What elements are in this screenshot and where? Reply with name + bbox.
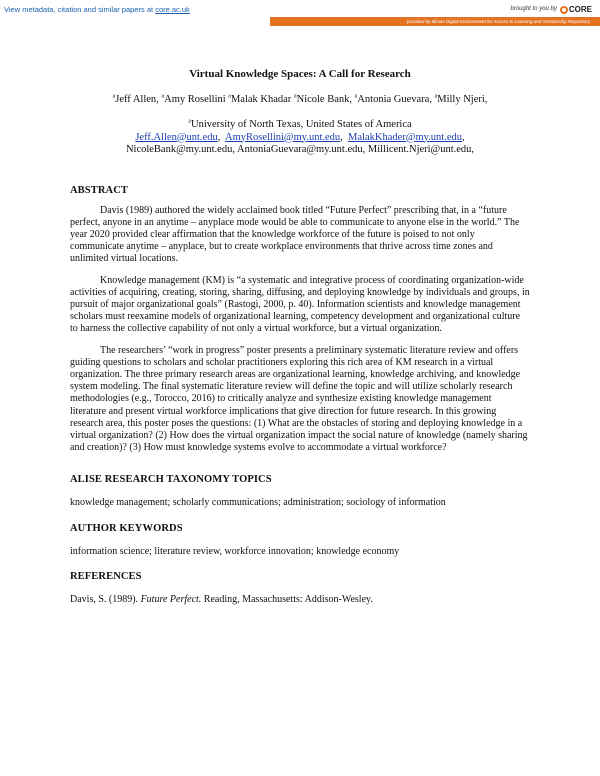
core-brand[interactable] [511, 3, 593, 16]
author [161, 94, 228, 105]
core-logo-text: CORE [568, 5, 592, 14]
keywords-text: information science; literature review, workforce innovation; knowledge economy [70, 545, 400, 557]
core-logo-icon [560, 6, 568, 14]
author-name: Jeff Allen, [115, 94, 162, 105]
paper-page [70, 68, 530, 606]
references-heading: REFERENCES [70, 570, 142, 582]
email-link[interactable]: AmyRosellini@my.unt.edu [225, 131, 341, 143]
author-affil-sup: a [293, 93, 297, 100]
keywords-heading: AUTHOR KEYWORDS [70, 522, 183, 534]
email-link[interactable]: MalakKhader@my.unt.edu [348, 131, 463, 143]
core-logo [560, 3, 592, 16]
author [355, 94, 435, 105]
reference-item [70, 594, 530, 606]
paper-title: Virtual Knowledge Spaces: A Call for Research [189, 68, 411, 80]
core-metadata-link[interactable] [0, 3, 194, 16]
ref-title: Future Perfect. [140, 593, 202, 605]
author [228, 94, 294, 105]
abstract-paragraph-3: The researchers’ “work in progress” poster presents a preliminary systematic literature review and offers guiding questions to scholars and scholar practitioners exploring this rich area of KM research in a virtual organization. The three primary research areas are organizational learning, knowledge archiving, and knowledge system modeling. The final systematic literature review will define the topic and will utilize scholarly research methodologies (e.g., Torocco, 2016) to critically analyze and synthesize existing knowledge management literature and present virtual workforce implications that give direction for future research. In this growing research area, this poster poses the questions: (1) What are the obstacles of storing and deploying knowledge in a virtual organization? (2) How does the virtual organization impact the social nature of knowledge (namely sharing and creation)? (3) How must knowledge systems evolve to accommodate a virtual workforce? [70, 344, 528, 454]
core-left-text: View metadata, citation and similar papers at [4, 5, 156, 14]
author-affil-sup: a [228, 93, 231, 100]
author [435, 94, 488, 105]
author-name: Malak Khadar [230, 94, 294, 105]
provided-by-strip[interactable]: provided by Illinois Digital Environment for Access to Learning and Scholarship Repository [270, 17, 600, 26]
emails-plain: NicoleBank@my.unt.edu, AntoniaGuevara@my.unt.edu, Millicent.Njeri@unt.edu, [125, 144, 475, 155]
taxonomy-text: knowledge management; scholarly communications; administration; sociology of information [70, 497, 446, 509]
ref-authors-year: Davis, S. (1989). [70, 593, 141, 605]
ref-publisher: Reading, Massachusetts: Addison-Wesley. [201, 593, 373, 605]
author [294, 94, 355, 105]
taxonomy-heading: ALISE RESEARCH TAXONOMY TOPICS [70, 474, 272, 486]
core-banner [0, 0, 600, 27]
author-list [70, 93, 530, 106]
author-affil-sup: a [112, 93, 116, 100]
author-name: Nicole Bank, [296, 94, 355, 105]
brought-by-text: brought to you by [510, 6, 557, 12]
author-affil-sup: a [354, 93, 358, 100]
author-name: Antonia Guevara, [357, 94, 435, 105]
author-affil-sup: a [434, 93, 438, 100]
abstract-paragraph-2: Knowledge management (KM) is “a systematic and integrative process of coordinating organization-wide activities of acquiring, creating, storing, sharing, diffusing, and deploying knowledge by individuals and groups, in pursuit of major organizational goals” (Rastogi, 2000, p. 40). Information scientists and knowledge management scholars must reexamine models of organizational learning, competency development and organizational culture to harness the collective capability of not only a virtual workforce, but a virtual organization. [70, 274, 530, 335]
affiliation-block: $^a$University of North Texas, United States of America Jeff.Allen@unt.edu, AmyRosellini@my.unt.edu, MalakKhader@my.unt.edu, NicoleBank@my.unt.edu, AntoniaGuevara@my.unt.edu, Millicent.Njeri@unt.edu, [70, 119, 530, 157]
abstract-heading: ABSTRACT [70, 184, 128, 196]
core-site-link[interactable]: core.ac.uk [155, 5, 190, 14]
author [112, 93, 165, 105]
abstract-paragraph-1: Davis (1989) authored the widely acclaimed book titled “Future Perfect” prescribing that, in a “future perfect, anyone in an anytime – anyplace mode would be able to communicate to anyone else in the world.” The year 2020 provided clear affirmation that the knowledge workforce of the future is poised to not only communicate anytime – anyplace, but to create workplace environments that thrive across time zones and unlimited virtual locations. [70, 204, 520, 265]
author-name: Milly Njeri, [437, 94, 488, 105]
affil-sup: a [188, 118, 191, 125]
author-name: Amy Rosellini [164, 94, 229, 105]
email-link[interactable]: Jeff.Allen@unt.edu [135, 131, 218, 143]
author-affil-sup: a [161, 93, 165, 100]
institution: University of North Texas, United States of America [190, 119, 412, 130]
